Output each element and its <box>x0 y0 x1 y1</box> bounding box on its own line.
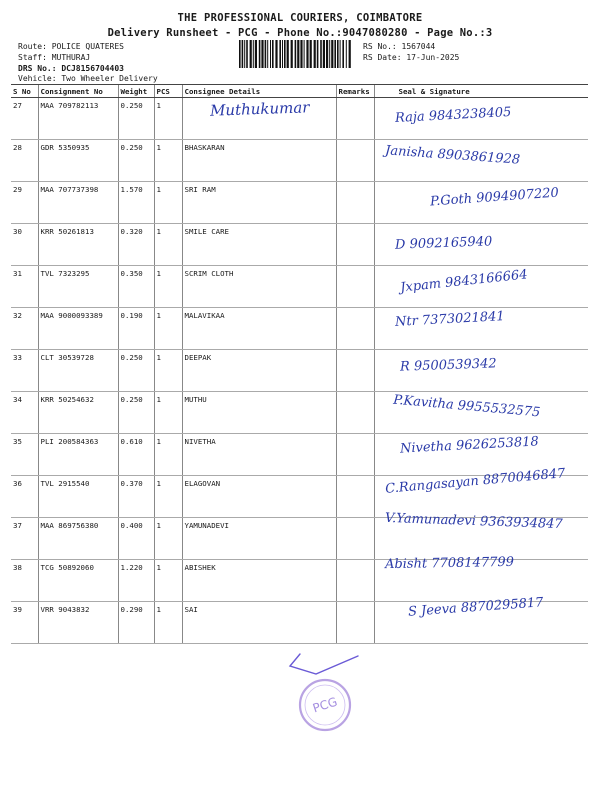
table-row <box>11 266 588 308</box>
handwritten-signature: D 9092165940 <box>394 234 493 253</box>
row-signature-cell <box>374 602 588 644</box>
row-consignee: SAI <box>182 602 336 644</box>
col-header-remarks: Remarks <box>336 85 374 98</box>
row-consignment-no: MAA 869756380 <box>38 518 118 560</box>
table-row <box>11 476 588 518</box>
row-remarks <box>336 308 374 350</box>
table-row <box>11 98 588 140</box>
row-weight: 0.290 <box>118 602 154 644</box>
row-remarks <box>336 182 374 224</box>
row-signature-cell <box>374 308 588 350</box>
row-pcs: 1 <box>154 350 182 392</box>
barcode-bar <box>287 40 289 68</box>
barcode-bar <box>284 40 286 68</box>
barcode-bar <box>326 40 328 68</box>
barcode-bar <box>320 40 322 68</box>
row-weight: 0.610 <box>118 434 154 476</box>
row-consignment-no: GDR 5350935 <box>38 140 118 182</box>
row-signature-cell <box>374 224 588 266</box>
barcode-bar <box>304 40 305 68</box>
row-weight: 0.250 <box>118 350 154 392</box>
row-sno: 33 <box>11 350 38 392</box>
row-remarks <box>336 224 374 266</box>
rs-number: RS No.: 1567044 <box>363 42 436 51</box>
table-header-row <box>11 85 588 98</box>
row-weight: 0.250 <box>118 140 154 182</box>
row-sno: 31 <box>11 266 38 308</box>
row-pcs: 1 <box>154 434 182 476</box>
handwritten-signature: Jxpam 9843166664 <box>399 267 529 296</box>
row-remarks <box>336 350 374 392</box>
barcode-bar <box>282 40 283 68</box>
row-pcs: 1 <box>154 140 182 182</box>
row-sno: 29 <box>11 182 38 224</box>
barcode-bar <box>295 40 297 68</box>
row-signature-cell <box>374 518 588 560</box>
barcode-bar <box>291 40 293 68</box>
row-weight: 0.400 <box>118 518 154 560</box>
barcode-bar <box>250 40 252 68</box>
handwritten-signature: S Jeeva 8870295817 <box>407 595 544 620</box>
row-consignee: DEEPAK <box>182 350 336 392</box>
row-consignee: YAMUNADEVI <box>182 518 336 560</box>
barcode-bar <box>244 40 245 68</box>
barcode-bar <box>261 40 263 68</box>
handwritten-signature: R 9500539342 <box>399 356 497 375</box>
row-pcs: 1 <box>154 98 182 140</box>
row-consignment-no: VRR 9043832 <box>38 602 118 644</box>
row-signature-cell <box>374 266 588 308</box>
barcode-bar <box>306 40 308 68</box>
row-consignee <box>182 98 336 140</box>
barcode-bar <box>239 40 241 68</box>
row-weight: 0.190 <box>118 308 154 350</box>
row-consignee: SCRIM CLOTH <box>182 266 336 308</box>
barcode-image <box>238 40 354 68</box>
drs-number: DRS No.: DCJ8156704403 <box>18 64 124 73</box>
barcode-bar <box>300 40 302 68</box>
barcode-bar <box>279 40 281 68</box>
row-consignee: ELAGOVAN <box>182 476 336 518</box>
row-pcs: 1 <box>154 392 182 434</box>
table-row <box>11 392 588 434</box>
barcode-bar <box>329 40 330 68</box>
vehicle-label: Vehicle: Two Wheeler Delivery <box>18 74 158 83</box>
barcode-bar <box>310 40 312 68</box>
row-sno: 34 <box>11 392 38 434</box>
row-signature-cell <box>374 350 588 392</box>
col-header-consignment: Consignment No <box>38 85 118 98</box>
row-signature-cell <box>374 476 588 518</box>
row-remarks <box>336 434 374 476</box>
row-sno: 32 <box>11 308 38 350</box>
row-consignee: MUTHU <box>182 392 336 434</box>
col-header-weight: Weight <box>118 85 154 98</box>
row-pcs: 1 <box>154 602 182 644</box>
row-consignment-no: MAA 707737398 <box>38 182 118 224</box>
row-weight: 0.250 <box>118 392 154 434</box>
handwritten-signature: P.Kavitha 9955532575 <box>392 392 541 421</box>
row-remarks <box>336 602 374 644</box>
runsheet-table <box>11 84 588 644</box>
stamp-text: PCG <box>310 694 340 716</box>
barcode-bar <box>323 40 325 68</box>
row-sno: 39 <box>11 602 38 644</box>
row-signature-cell <box>374 182 588 224</box>
row-consignment-no: TVL 7323295 <box>38 266 118 308</box>
barcode-bar <box>270 40 271 68</box>
table-row <box>11 602 588 644</box>
row-sno: 35 <box>11 434 38 476</box>
col-header-sno: S No <box>11 85 38 98</box>
table-row <box>11 308 588 350</box>
row-signature-cell <box>374 434 588 476</box>
row-remarks <box>336 140 374 182</box>
table-row <box>11 434 588 476</box>
row-weight: 0.320 <box>118 224 154 266</box>
row-consignment-no: MAA 9000093389 <box>38 308 118 350</box>
row-consignment-no: KRR 50254632 <box>38 392 118 434</box>
row-consignee: MALAVIKAA <box>182 308 336 350</box>
rs-date: RS Date: 17-Jun-2025 <box>363 53 460 62</box>
row-pcs: 1 <box>154 518 182 560</box>
row-sno: 37 <box>11 518 38 560</box>
barcode-bar <box>246 40 248 68</box>
barcode-bar <box>317 40 319 68</box>
barcode-bar <box>349 40 351 68</box>
row-consignment-no: KRR 50261813 <box>38 224 118 266</box>
table-row <box>11 224 588 266</box>
company-title: THE PROFESSIONAL COURIERS, COIMBATORE <box>177 12 423 24</box>
handwritten-signature: Nivetha 9626253818 <box>399 434 540 457</box>
row-pcs: 1 <box>154 224 182 266</box>
row-sno: 36 <box>11 476 38 518</box>
row-consignee: ABISHEK <box>182 560 336 602</box>
row-remarks <box>336 392 374 434</box>
handwritten-signature: Janisha 8903861928 <box>384 143 521 168</box>
row-remarks <box>336 266 374 308</box>
barcode-bar <box>255 40 257 68</box>
barcode-bar <box>334 40 336 68</box>
row-remarks <box>336 476 374 518</box>
route-label: Route: POLICE QUATERES <box>18 42 124 51</box>
row-pcs: 1 <box>154 308 182 350</box>
staff-label: Staff: MUTHURAJ <box>18 53 91 62</box>
barcode-bar <box>346 40 347 68</box>
handwritten-signature: C.Rangasayan 8870046847 <box>384 466 566 497</box>
barcode-bar <box>314 40 316 68</box>
barcode-bar <box>265 40 267 68</box>
barcode-bar <box>331 40 333 68</box>
row-remarks <box>336 98 374 140</box>
handwritten-consignee-name: Muthukumar <box>209 98 310 120</box>
row-pcs: 1 <box>154 560 182 602</box>
table-row <box>11 140 588 182</box>
handwritten-signature: P.Goth 9094907220 <box>429 185 560 210</box>
col-header-consignee: Consignee Details <box>182 85 336 98</box>
row-consignment-no: TVL 2915540 <box>38 476 118 518</box>
pcg-stamp <box>296 676 354 734</box>
table-row <box>11 350 588 392</box>
row-consignment-no: CLT 30539728 <box>38 350 118 392</box>
col-header-signature: Seal & Signature <box>374 85 588 98</box>
barcode-bar <box>253 40 254 68</box>
row-pcs: 1 <box>154 182 182 224</box>
handwritten-signature: V.Yamunadevi 9363934847 <box>384 510 563 533</box>
row-sno: 27 <box>11 98 38 140</box>
row-signature-cell <box>374 560 588 602</box>
row-consignment-no: PLI 200584363 <box>38 434 118 476</box>
row-consignee: SRI RAM <box>182 182 336 224</box>
barcode-bar <box>242 40 244 68</box>
col-header-pcs: PCS <box>154 85 182 98</box>
table-row <box>11 518 588 560</box>
row-pcs: 1 <box>154 266 182 308</box>
row-signature-cell <box>374 392 588 434</box>
barcode-bar <box>342 40 344 68</box>
barcode-bar <box>272 40 274 68</box>
row-remarks <box>336 560 374 602</box>
handwritten-signature: Ntr 7373021841 <box>394 309 505 330</box>
table-row <box>11 560 588 602</box>
row-weight: 0.350 <box>118 266 154 308</box>
handwritten-signature: Abisht 7708147799 <box>384 554 515 573</box>
row-weight: 1.570 <box>118 182 154 224</box>
barcode-bar <box>259 40 261 68</box>
barcode-bar <box>275 40 277 68</box>
runsheet-title: Delivery Runsheet - PCG - Phone No.:9047080280 - Page No.:3 <box>107 27 493 39</box>
row-sno: 28 <box>11 140 38 182</box>
handwritten-signature: Raja 9843238405 <box>394 104 512 127</box>
row-pcs: 1 <box>154 476 182 518</box>
row-signature-cell <box>374 140 588 182</box>
row-sno: 30 <box>11 224 38 266</box>
row-remarks <box>336 518 374 560</box>
row-consignment-no: MAA 709782113 <box>38 98 118 140</box>
barcode-bar <box>337 40 339 68</box>
row-weight: 0.370 <box>118 476 154 518</box>
row-signature-cell <box>374 98 588 140</box>
row-consignee: SMILE CARE <box>182 224 336 266</box>
table-row <box>11 182 588 224</box>
row-consignee: NIVETHA <box>182 434 336 476</box>
barcode-bar <box>297 40 299 68</box>
barcode-bar <box>340 40 341 68</box>
barcode-bar <box>267 40 268 68</box>
row-consignee: BHASKARAN <box>182 140 336 182</box>
row-weight: 1.220 <box>118 560 154 602</box>
row-weight: 0.250 <box>118 98 154 140</box>
row-sno: 38 <box>11 560 38 602</box>
row-consignment-no: TCG 50892060 <box>38 560 118 602</box>
